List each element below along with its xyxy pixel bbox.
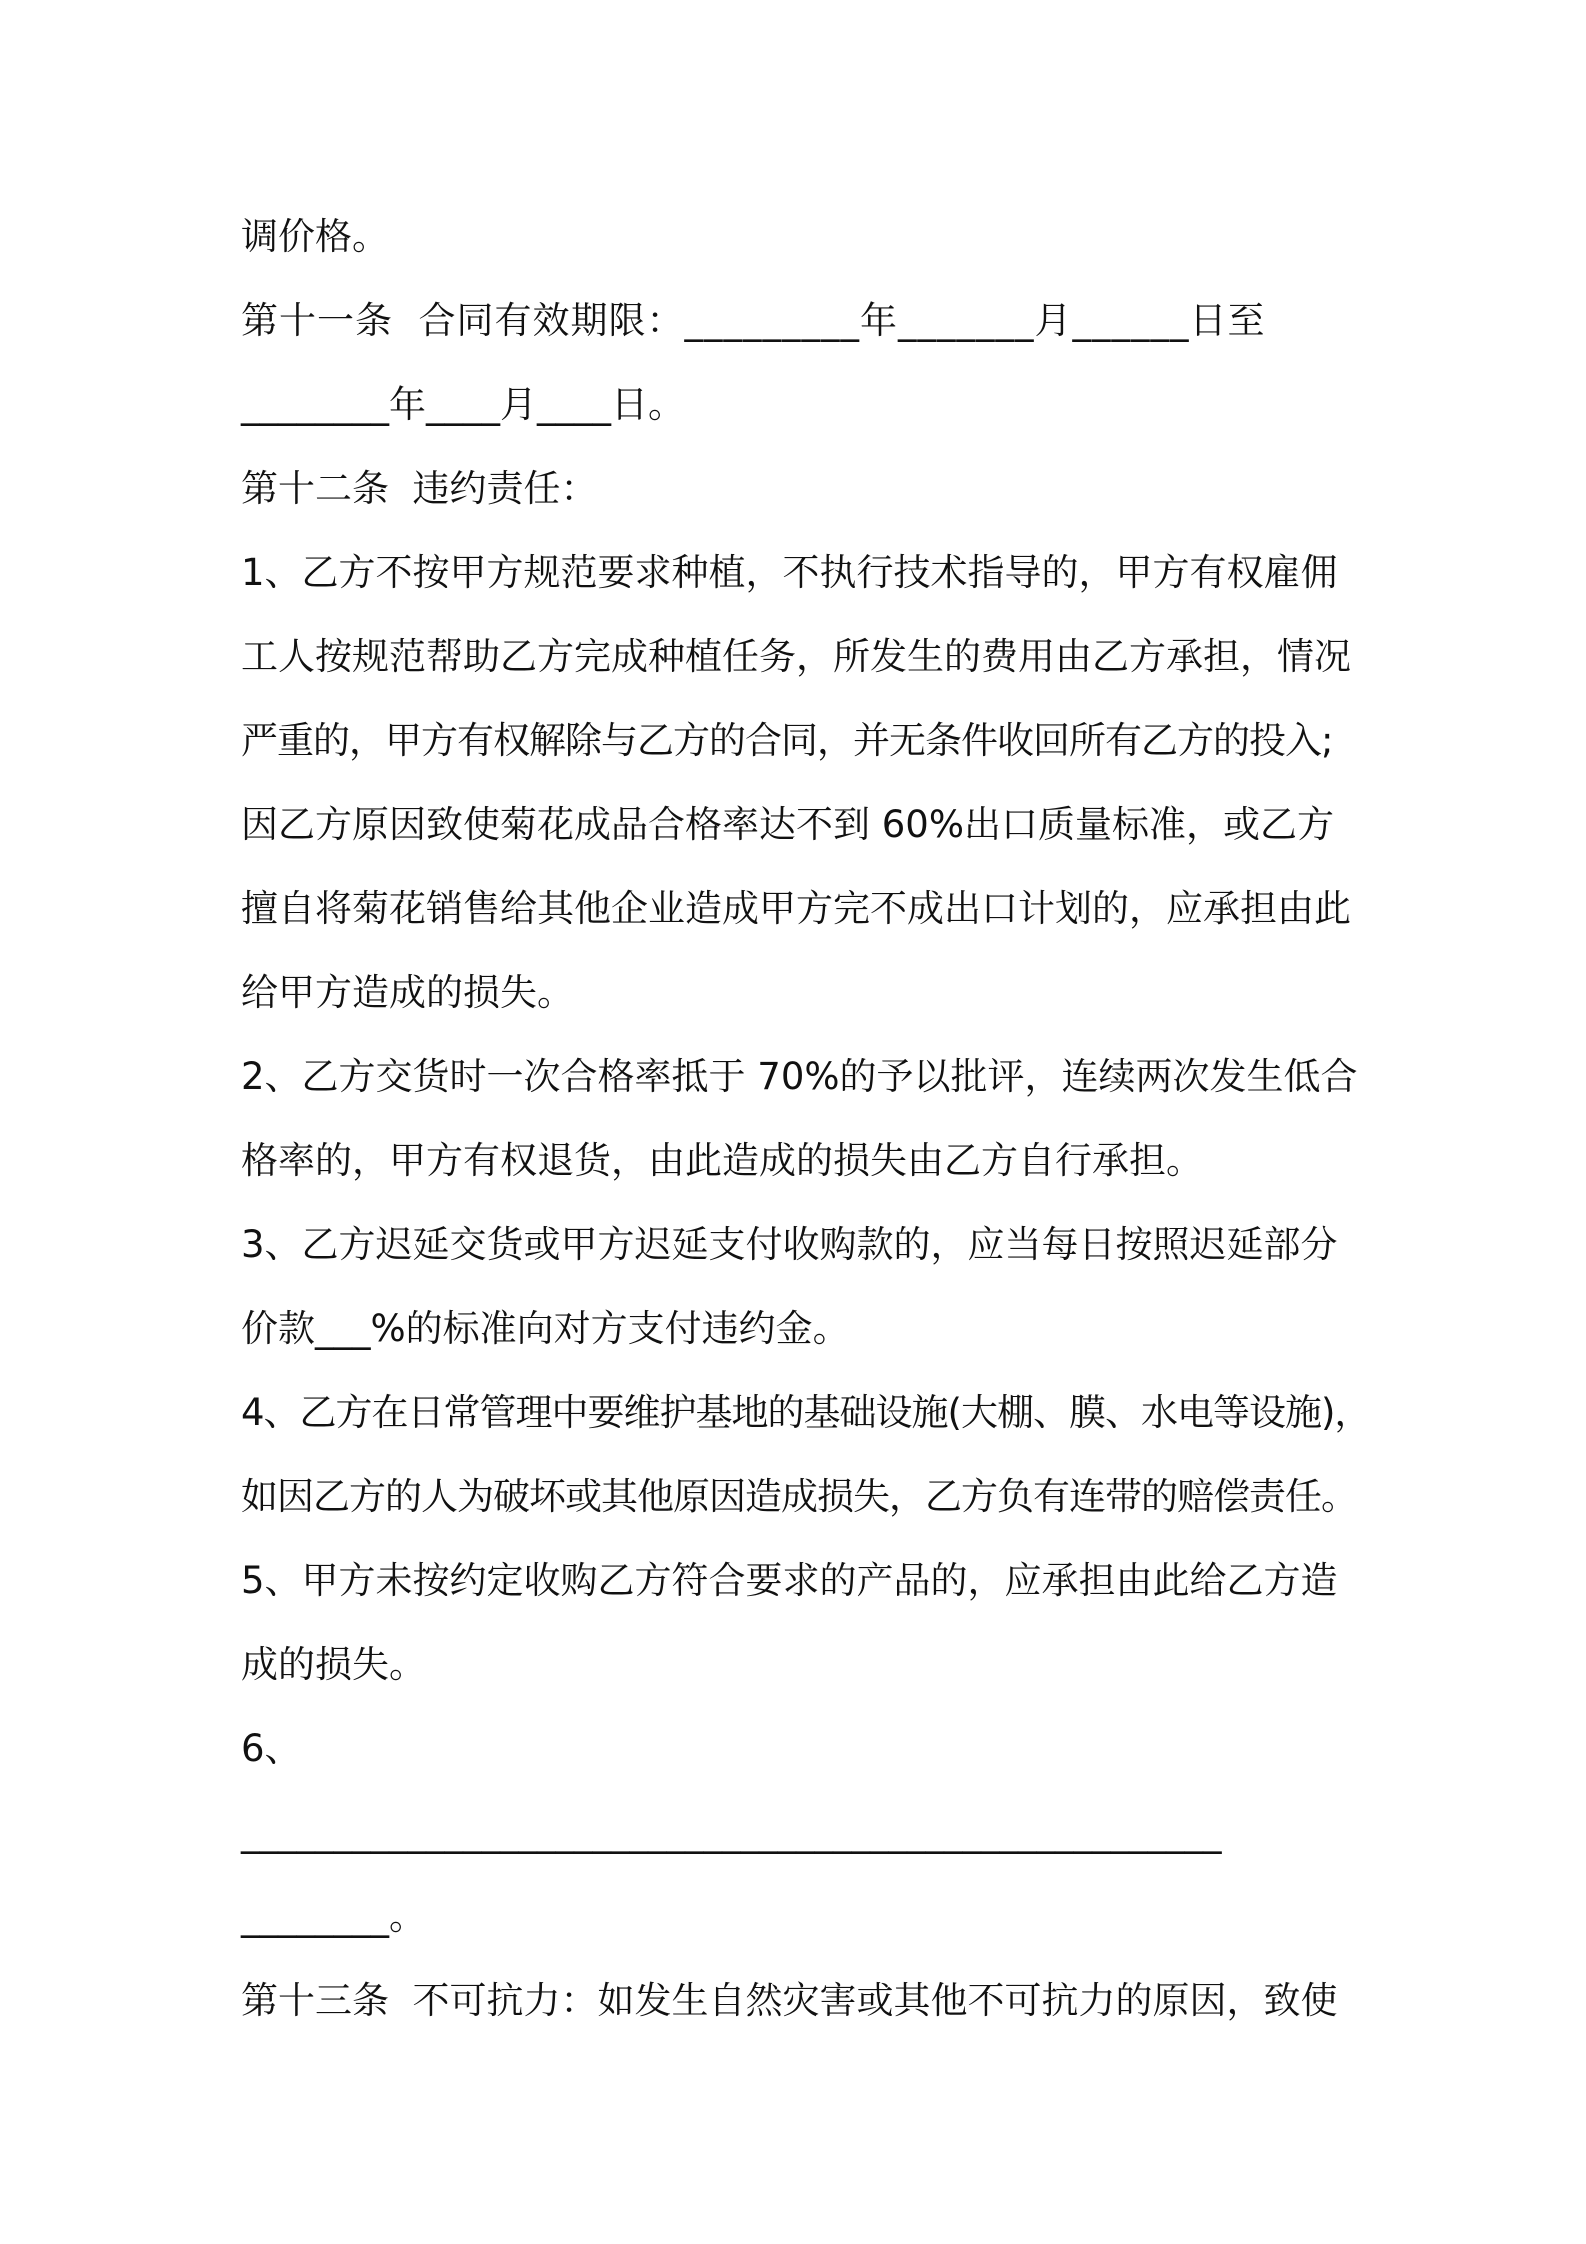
text-line: 3、乙方迟延交货或甲方迟延支付收购款的，应当每日按照迟延部分	[241, 1223, 1338, 1266]
text-line: 6、	[241, 1727, 302, 1770]
text-line: 调价格。	[241, 215, 389, 258]
text-line: 1、乙方不按甲方规范要求种植，不执行技术指导的，甲方有权雇佣	[241, 551, 1338, 594]
text-line: 如因乙方的人为破坏或其他原因造成损失，乙方负有连带的赔偿责任。	[241, 1475, 1357, 1518]
blank-fill-line: ________。	[241, 1895, 426, 1938]
contract-text-body	[241, 195, 1381, 2043]
text-line: 2、乙方交货时一次合格率抵于 70%的予以批评，连续两次发生低合	[241, 1055, 1358, 1098]
text-line: 给甲方造成的损失。	[241, 971, 574, 1014]
text-line: 格率的，甲方有权退货，由此造成的损失由乙方自行承担。	[241, 1139, 1203, 1182]
text-line: 价款___%的标准向对方支付违约金。	[241, 1307, 850, 1350]
text-line: 5、甲方未按约定收购乙方符合要求的产品的，应承担由此给乙方造	[241, 1559, 1338, 1602]
text-line: 严重的，甲方有权解除与乙方的合同，并无条件收回所有乙方的投入;	[241, 719, 1333, 762]
article-12-heading: 第十二条 违约责任：	[241, 467, 598, 510]
article-11-heading: 第十一条 合同有效期限：_________年_______月______日至	[241, 299, 1266, 342]
article-13-heading: 第十三条 不可抗力：如发生自然灾害或其他不可抗力的原因，致使	[241, 1979, 1338, 2022]
text-line: 4、乙方在日常管理中要维护基地的基础设施(大棚、膜、水电等设施)，	[241, 1391, 1371, 1434]
blank-fill-line: _____________________________________________________	[241, 1811, 1222, 1854]
text-line: 擅自将菊花销售给其他企业造成甲方完不成出口计划的，应承担由此	[241, 887, 1351, 930]
text-line: ________年____月____日。	[241, 383, 685, 426]
text-line: 因乙方原因致使菊花成品合格率达不到 60%出口质量标准，或乙方	[241, 803, 1334, 846]
text-line: 成的损失。	[241, 1643, 426, 1686]
text-line: 工人按规范帮助乙方完成种植任务，所发生的费用由乙方承担，情况	[241, 635, 1351, 678]
